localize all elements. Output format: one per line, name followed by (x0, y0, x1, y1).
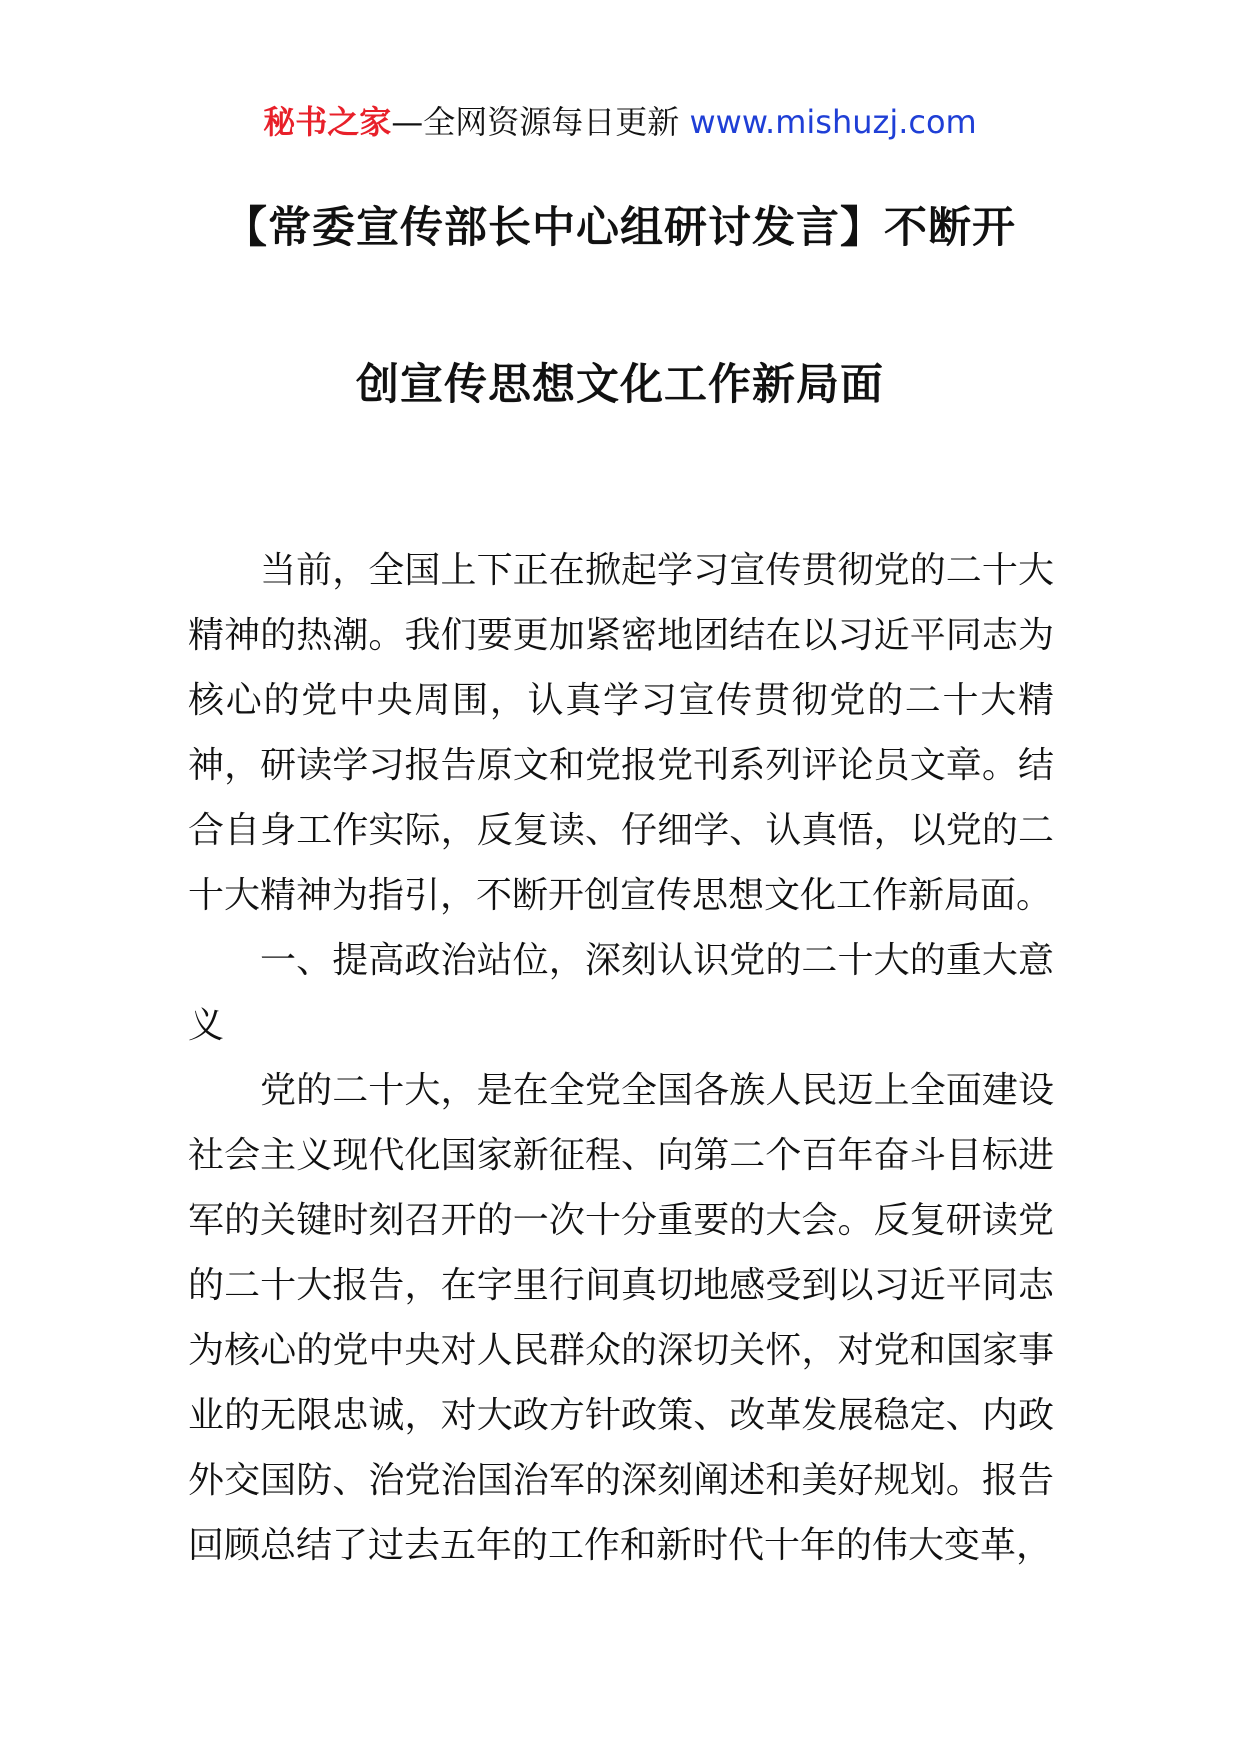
site-url-link[interactable]: www.mishuzj.com (689, 103, 977, 141)
section-heading-1: 一、提高政治站位，深刻认识党的二十大的重大意义 (188, 940, 1054, 1046)
document-title-line-1: 【常委宣传部长中心组研讨发言】不断开 (224, 203, 1016, 253)
site-header (0, 102, 1240, 142)
document-title-line-2: 创宣传思想文化工作新局面 (356, 360, 884, 410)
paragraph-intro: 当前，全国上下正在掀起学习宣传贯彻党的二十大精神的热潮。我们要更加紧密地团结在以习近平同志为核心的党中央周围，认真学习宣传贯彻党的二十大精神，研读学习报告原文和党报党刊系列评论员文章。结合自身工作实际，反复读、仔细学、认真悟，以党的二十大精神为指引，不断开创宣传思想文化工作新局面。 (188, 550, 1054, 916)
header-tagline: —全网资源每日更新 (391, 103, 680, 141)
document-body (188, 538, 1054, 1578)
paragraph-section-1: 党的二十大，是在全党全国各族人民迈上全面建设社会主义现代化国家新征程、向第二个百年奋斗目标进军的关键时刻召开的一次十分重要的大会。反复研读党的二十大报告，在字里行间真切地感受到以习近平同志为核心的党中央对人民群众的深切关怀，对党和国家事业的无限忠诚，对大政方针政策、改革发展稳定、内政外交国防、治党治国治军的深刻阐述和美好规划。报告回顾总结了过去五年的工作和新时代十年的伟大变革， (188, 1070, 1054, 1566)
brand-name: 秘书之家 (263, 103, 392, 141)
